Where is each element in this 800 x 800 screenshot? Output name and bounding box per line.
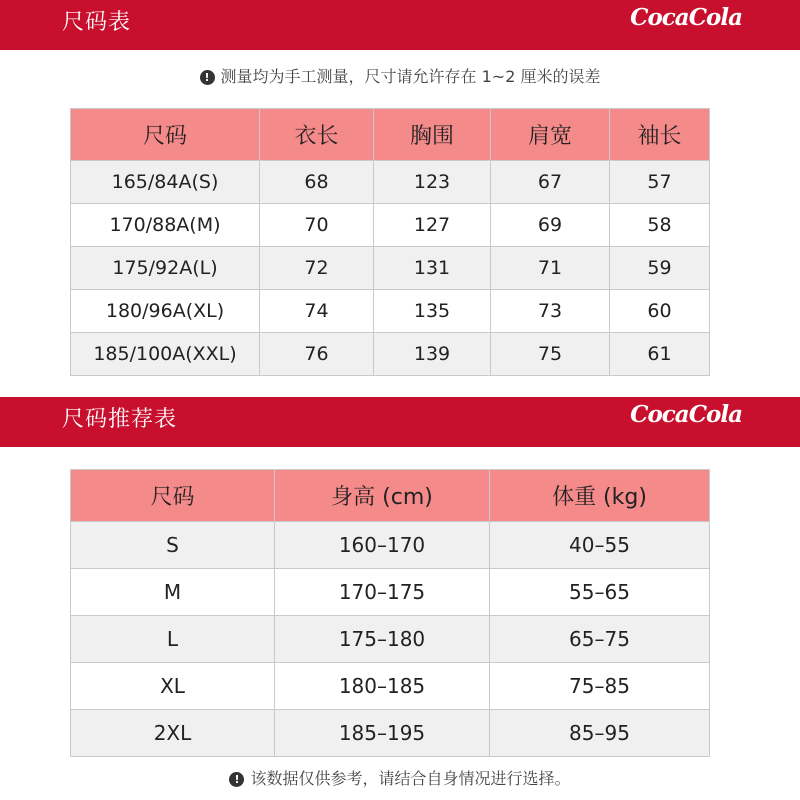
reference-note-text: 该数据仅供参考，请结合自身情况进行选择。 (250, 769, 571, 788)
header-cell: 肩宽 (491, 109, 610, 161)
table-header-row (71, 470, 710, 522)
table-cell: 58 (610, 204, 710, 247)
size-chart-header-bar (0, 0, 800, 50)
table-row (71, 569, 710, 616)
header-cell: 尺码 (71, 470, 275, 522)
table-row (71, 522, 710, 569)
exclamation-circle-icon: ! (229, 772, 244, 787)
table-cell: 76 (260, 333, 374, 376)
size-recommendation-table (70, 469, 710, 757)
header-cell: 身高 (cm) (275, 470, 490, 522)
size-chart-title: 尺码表 (62, 10, 132, 35)
table-cell: 74 (260, 290, 374, 333)
table-cell: 170/88A(M) (71, 204, 260, 247)
table-row (71, 333, 710, 376)
table-header-row (71, 109, 710, 161)
table-row (71, 663, 710, 710)
size-recommendation-header-bar (0, 397, 800, 447)
table-cell: 73 (491, 290, 610, 333)
table-cell: 68 (260, 161, 374, 204)
table-row (71, 616, 710, 663)
table-cell: XL (71, 663, 275, 710)
table-cell: 175–180 (275, 616, 490, 663)
table-cell: 135 (374, 290, 491, 333)
table-cell: 170–175 (275, 569, 490, 616)
coca-cola-logo: CocaCola (630, 4, 742, 31)
table-cell: 131 (374, 247, 491, 290)
header-cell: 衣长 (260, 109, 374, 161)
table-cell: 85–95 (490, 710, 710, 757)
table-cell: 165/84A(S) (71, 161, 260, 204)
table-cell: 57 (610, 161, 710, 204)
table-cell: 2XL (71, 710, 275, 757)
table-cell: 185–195 (275, 710, 490, 757)
table-cell: 72 (260, 247, 374, 290)
table-cell: 61 (610, 333, 710, 376)
table-cell: 70 (260, 204, 374, 247)
table-cell: 75–85 (490, 663, 710, 710)
header-cell: 尺码 (71, 109, 260, 161)
table-cell: 139 (374, 333, 491, 376)
table-cell: 40–55 (490, 522, 710, 569)
table-row (71, 290, 710, 333)
measurement-note (0, 64, 800, 87)
table-cell: 75 (491, 333, 610, 376)
coca-cola-logo: CocaCola (630, 401, 742, 428)
exclamation-circle-icon: ! (200, 70, 215, 85)
table-cell: M (71, 569, 275, 616)
table-cell: 180–185 (275, 663, 490, 710)
table-cell: S (71, 522, 275, 569)
table-cell: 60 (610, 290, 710, 333)
table-cell: L (71, 616, 275, 663)
table-cell: 71 (491, 247, 610, 290)
table-row (71, 161, 710, 204)
header-cell: 袖长 (610, 109, 710, 161)
reference-note (0, 766, 800, 789)
table-cell: 69 (491, 204, 610, 247)
table-cell: 59 (610, 247, 710, 290)
size-table (70, 108, 710, 376)
table-cell: 160–170 (275, 522, 490, 569)
size-recommendation-title: 尺码推荐表 (62, 407, 178, 432)
header-cell: 体重 (kg) (490, 470, 710, 522)
table-cell: 65–75 (490, 616, 710, 663)
table-row (71, 247, 710, 290)
table-row (71, 710, 710, 757)
measurement-note-text: 测量均为手工测量，尺寸请允许存在 1~2 厘米的误差 (220, 67, 601, 86)
header-cell: 胸围 (374, 109, 491, 161)
table-cell: 67 (491, 161, 610, 204)
table-cell: 127 (374, 204, 491, 247)
table-row (71, 204, 710, 247)
table-cell: 123 (374, 161, 491, 204)
table-cell: 175/92A(L) (71, 247, 260, 290)
table-cell: 185/100A(XXL) (71, 333, 260, 376)
table-cell: 180/96A(XL) (71, 290, 260, 333)
table-cell: 55–65 (490, 569, 710, 616)
